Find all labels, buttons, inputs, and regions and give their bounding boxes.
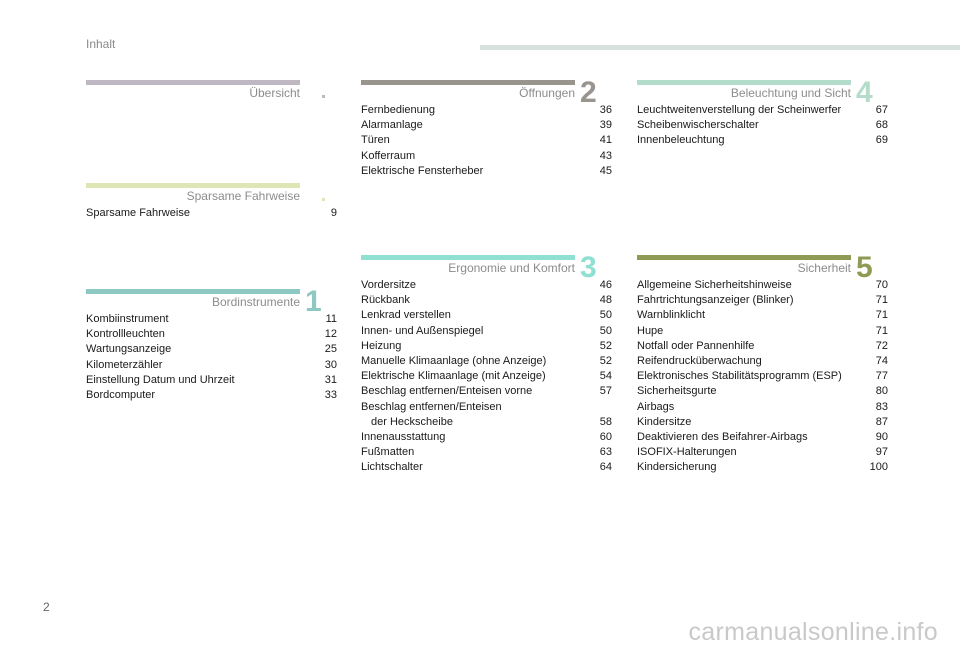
toc-entry-label: Kombiinstrument <box>86 313 169 325</box>
toc-entry-label: Manuelle Klimaanlage (ohne Anzeige) <box>361 355 547 368</box>
toc-entry-page: 30 <box>324 358 337 371</box>
toc-entry[interactable] <box>637 103 888 118</box>
section-beleuchtung-und-sicht <box>637 76 888 149</box>
toc-entry-page: 70 <box>875 279 888 291</box>
toc-entry[interactable] <box>361 430 612 445</box>
toc-entry[interactable] <box>361 460 612 475</box>
toc-entry-page: 74 <box>875 355 888 368</box>
toc-entry-page: 31 <box>324 373 337 386</box>
toc-entry[interactable] <box>637 324 888 339</box>
section-number: 1 <box>305 285 322 318</box>
toc-entry-page: 45 <box>599 164 612 177</box>
toc-entry-page: 9 <box>330 207 337 219</box>
toc-entry-label: Beschlag entfernen/Enteisen <box>361 400 502 413</box>
page-header-title: Inhalt <box>86 37 116 51</box>
toc-entry[interactable] <box>361 339 612 354</box>
section-title: Bordinstrumente <box>211 295 300 309</box>
toc-entry[interactable] <box>86 388 337 403</box>
toc-entry-label: Vordersitze <box>361 279 417 291</box>
toc-entry-label: Innenbeleuchtung <box>637 134 725 147</box>
section-title: Beleuchtung und Sicht <box>730 86 851 100</box>
toc-entry-label: Scheibenwischerschalter <box>637 119 759 132</box>
toc-entry-label: Sicherheitsgurte <box>637 385 717 398</box>
toc-entry-page: 11 <box>325 313 337 325</box>
toc-entry-page: 68 <box>875 119 888 132</box>
toc-entry-label: Elektrische Fensterheber <box>361 164 484 177</box>
page-number: 2 <box>43 600 50 614</box>
toc-entries <box>86 206 337 221</box>
toc-entry-label: Beschlag entfernen/Enteisen vorne <box>361 385 533 398</box>
toc-entry[interactable] <box>361 164 612 179</box>
toc-entry-label: Kilometerzähler <box>86 358 163 371</box>
toc-entry-label: Wartungsanzeige <box>86 343 172 356</box>
toc-entry-label: Kindersitze <box>637 415 692 428</box>
toc-entry-label: Reifendrucküberwachung <box>637 355 762 368</box>
toc-entry-page: 71 <box>875 324 888 337</box>
toc-entry-page: 87 <box>875 415 888 428</box>
toc-entry[interactable] <box>361 324 612 339</box>
toc-entry-page: 33 <box>324 389 337 402</box>
toc-entries <box>637 103 888 149</box>
toc-entry-page: 52 <box>599 355 612 368</box>
toc-entry-page: 43 <box>599 149 612 162</box>
watermark-text: carmanualsonline.info <box>688 618 938 646</box>
section-number: 2 <box>580 76 597 109</box>
toc-entry-page: 72 <box>875 339 888 352</box>
section-sparsame-fahrweise <box>86 183 337 221</box>
toc-entry[interactable] <box>361 103 612 118</box>
toc-entry-page: 52 <box>599 339 612 352</box>
toc-entry-page: 57 <box>599 385 612 398</box>
toc-entries <box>86 312 337 403</box>
toc-entry-page: 90 <box>875 431 888 444</box>
section-dot-marker <box>322 198 325 201</box>
toc-entry-page: 71 <box>875 294 888 307</box>
toc-entry-page: 25 <box>324 343 337 356</box>
toc-entry[interactable] <box>86 373 337 388</box>
toc-entry-label: ISOFIX-Halterungen <box>637 446 737 459</box>
toc-entry[interactable] <box>637 430 888 445</box>
toc-entry-page: 97 <box>875 446 888 459</box>
toc-entry[interactable] <box>361 293 612 308</box>
toc-entry-label: Kofferraum <box>361 149 416 162</box>
toc-entry-label: Lichtschalter <box>361 461 423 474</box>
section-ergonomie-und-komfort <box>361 251 612 476</box>
toc-entry[interactable] <box>361 400 612 430</box>
toc-entry-sublabel: der Heckscheibe <box>371 415 453 428</box>
toc-entry-label: Innen- und Außenspiegel <box>361 324 484 337</box>
toc-entry-page: 50 <box>599 324 612 337</box>
toc-entry-label: Notfall oder Pannenhilfe <box>637 339 755 352</box>
toc-entry-page: 12 <box>324 328 337 341</box>
toc-entry-label: Deaktivieren des Beifahrer-Airbags <box>637 431 808 444</box>
toc-entry-page: 46 <box>599 279 612 291</box>
toc-entry[interactable] <box>361 118 612 133</box>
toc-entry-page: 63 <box>599 446 612 459</box>
section-number: 4 <box>856 76 873 109</box>
toc-entry[interactable] <box>361 445 612 460</box>
toc-entry[interactable] <box>637 384 888 399</box>
toc-entry-label: Einstellung Datum und Uhrzeit <box>86 373 235 386</box>
toc-entry[interactable] <box>361 384 612 399</box>
toc-entry[interactable] <box>637 445 888 460</box>
toc-entry[interactable] <box>86 206 337 221</box>
toc-entry[interactable] <box>637 460 888 475</box>
toc-entries <box>361 103 612 179</box>
toc-entry-page: 58 <box>599 415 612 428</box>
toc-entry[interactable] <box>86 342 337 357</box>
toc-entry[interactable] <box>637 133 888 148</box>
toc-entry[interactable] <box>637 118 888 133</box>
toc-entry-label: Sparsame Fahrweise <box>86 207 190 219</box>
toc-entry-label: Kindersicherung <box>637 461 717 474</box>
toc-entry-page: 69 <box>875 134 888 147</box>
toc-entry[interactable] <box>86 358 337 373</box>
toc-entry-label: Elektronisches Stabilitätsprogramm (ESP) <box>637 370 842 383</box>
toc-entry[interactable] <box>86 312 337 327</box>
section-number: 3 <box>580 251 597 284</box>
toc-entry-label: Hupe <box>637 324 664 337</box>
toc-entry-label: Allgemeine Sicherheitshinweise <box>637 279 792 291</box>
toc-entry[interactable] <box>637 308 888 323</box>
toc-entry[interactable] <box>637 369 888 384</box>
toc-entry-page: 41 <box>599 134 612 147</box>
toc-entry-label: Rückbank <box>361 294 410 307</box>
section-title: Sparsame Fahrweise <box>186 189 300 203</box>
toc-entry[interactable] <box>637 339 888 354</box>
toc-entry-label: Fernbedienung <box>361 104 436 116</box>
section-title: Ergonomie und Komfort <box>448 261 575 275</box>
toc-entry-label: Bordcomputer <box>86 389 156 402</box>
section-title: Übersicht <box>249 86 300 100</box>
toc-entry-page: 39 <box>599 119 612 132</box>
toc-entry[interactable] <box>361 278 612 293</box>
toc-entry-page: 80 <box>875 385 888 398</box>
toc-entry-page: 100 <box>869 461 888 474</box>
toc-entry[interactable] <box>86 327 337 342</box>
toc-entry-label: Türen <box>361 134 390 147</box>
toc-entry-page: 67 <box>875 104 888 116</box>
section-title: Öffnungen <box>519 86 575 100</box>
toc-entry[interactable] <box>361 133 612 148</box>
toc-entry-label: Elektrische Klimaanlage (mit Anzeige) <box>361 370 546 383</box>
toc-entry-label: Airbags <box>637 400 675 413</box>
toc-entry-page: 83 <box>875 400 888 413</box>
toc-entry-page: 77 <box>875 370 888 383</box>
section-number: 5 <box>856 251 873 284</box>
toc-entry-label: Innenausstattung <box>361 431 446 444</box>
toc-entries <box>637 278 888 476</box>
toc-entry-label: Fahrtrichtungsanzeiger (Blinker) <box>637 294 794 307</box>
toc-entry-label: Lenkrad verstellen <box>361 309 451 322</box>
toc-entry[interactable] <box>361 308 612 323</box>
toc-entry[interactable] <box>361 369 612 384</box>
toc-entry-page: 36 <box>599 104 612 116</box>
toc-entry-label: Leuchtweitenverstellung der Scheinwerfer <box>637 104 842 116</box>
toc-entry[interactable] <box>637 400 888 415</box>
toc-entry[interactable] <box>361 354 612 369</box>
section-uebersicht <box>86 80 337 103</box>
toc-entry-label: Fußmatten <box>361 446 415 459</box>
toc-entry-page: 50 <box>599 309 612 322</box>
toc-entry-page: 48 <box>599 294 612 307</box>
toc-entry-page: 60 <box>599 431 612 444</box>
section-sicherheit <box>637 251 888 476</box>
toc-entry-page: 71 <box>875 309 888 322</box>
section-title: Sicherheit <box>797 261 851 275</box>
toc-entry-label: Kontrollleuchten <box>86 328 165 341</box>
toc-entry[interactable] <box>637 354 888 369</box>
toc-entries <box>361 278 612 476</box>
toc-entry-label: Heizung <box>361 339 402 352</box>
toc-entry[interactable] <box>637 278 888 293</box>
header-bar <box>480 45 960 50</box>
section-dot-marker <box>322 95 325 98</box>
section-oeffnungen <box>361 76 612 179</box>
toc-entry[interactable] <box>637 293 888 308</box>
section-bordinstrumente <box>86 285 337 403</box>
toc-entry[interactable] <box>361 149 612 164</box>
toc-entry-label: Warnblinklicht <box>637 309 706 322</box>
toc-entry[interactable] <box>637 415 888 430</box>
toc-entry-page: 54 <box>599 370 612 383</box>
toc-entry-label: Alarmanlage <box>361 119 423 132</box>
toc-entry-page: 64 <box>599 461 612 474</box>
